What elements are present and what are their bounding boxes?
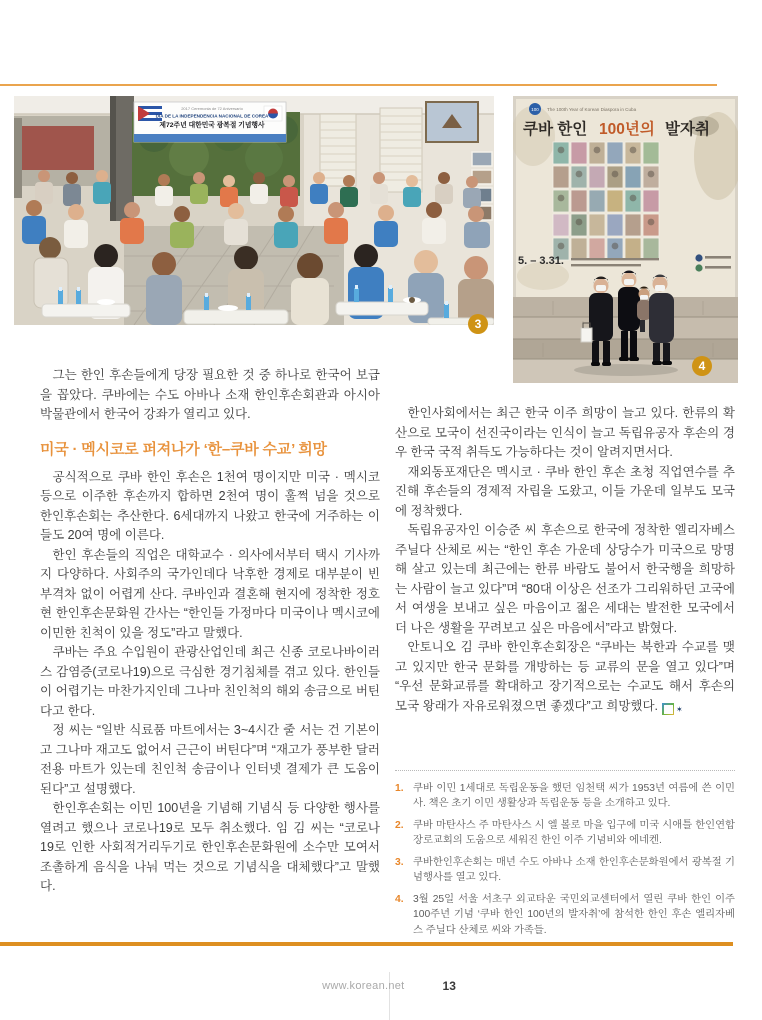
paragraph-text: 안토니오 김 쿠바 한인후손회장은 “쿠바는 북한과 수교를 맺고 있지만 한국 문화를 개방하는 등 교류의 문을 열고 있다”며 “우선 문화교류를 확대하고 장기적으로는 수교도 해서 후손의 모국 왕래가 자유로워졌으면 좋겠다”고 희망했다. (395, 640, 735, 713)
footnote-3 (395, 855, 735, 886)
footnote-4 (395, 892, 735, 938)
poster-date: 5. – 3.31. (518, 255, 564, 267)
footnote-block (395, 770, 735, 944)
footnote-text: 쿠바 마탄사스 주 마탄사스 시 엘 볼로 마을 입구에 미국 시애틀 한인연합장로교회의 도움으로 세워진 한인 이주 기념비와 에네켄. (413, 819, 735, 847)
paragraph: 쿠바는 주요 수입원이 관광산업인데 최근 신종 코로나바이러스 감염증(코로나19)으로 극심한 경기침체를 겪고 있다. 한인들이 어렵기는 마찬가지인데 그나마 친인척의 해외 송금으로 버틴다고 한다. (40, 645, 380, 718)
photo-havana-liberation-day-event (14, 96, 494, 325)
footnote-number: 4. (395, 893, 404, 905)
footnote-number: 1. (395, 783, 404, 794)
top-orange-rule (0, 84, 717, 86)
dotted-separator (395, 770, 735, 771)
paragraph: 한인 후손들의 직업은 대학교수 · 의사에서부터 택시 기사까지 다양하다. 사회주의 국가인데다 낙후한 경제로 대부분이 빈부격차 없이 어렵게 산다. 쿠바인과 결혼해 현지에 정착한 정호현 한인후손문화원 간사는 “한인들 가정마다 미국이나 멕시코에 이민한 친척이 있을 정도”라고 말했다. (40, 547, 380, 640)
bottom-orange-rule (0, 942, 733, 946)
paragraph (395, 638, 735, 716)
centennial-logo-text: 100 (531, 107, 539, 112)
photo-number-badge-3: 3 (468, 314, 488, 334)
paragraph: 정 씨는 “일반 식료품 마트에서는 3~4시간 줄 서는 건 기본이고 그나마 재고도 없어서 근근이 버틴다”며 “재고가 풍부한 달러 전용 마트가 있는데 친인척 송금이나 인터넷 결제가 큰 도움이 된다”고 설명했다. (40, 723, 380, 796)
poster-title-part1: 쿠바 한인 (523, 121, 588, 138)
paragraph: 공식적으로 쿠바 한인 후손은 1천여 명이지만 미국 · 멕시코 등으로 이주한 후손까지 합하면 2천여 명이 훌쩍 넘을 것으로 한인후손회는 추산한다. 6세대까지 나왔고 한국에 거주하는 이들도 20여 명에 이른다. (40, 469, 380, 543)
footnote-text: 쿠바한인후손회는 매년 수도 아바나 소재 한인후손문화원에서 광복절 기념행사를 열고 있다. (413, 856, 735, 884)
photo-number-badge-4: 4 (692, 356, 712, 376)
banner-line2: DIA DE LA INDEPENDENCIA NACIONAL DE COREA (155, 113, 269, 119)
poster-title-part3: 발자취 (665, 121, 710, 138)
banner-line3: 제72주년 대한민국 광복절 기념행사 (159, 122, 265, 129)
footnote-number: 3. (395, 856, 404, 868)
event-banner (134, 102, 286, 142)
paragraph: 그는 한인 후손들에게 당장 필요한 것 중 하나로 한국어 보급을 꼽았다. 쿠바에는 수도 아바나 소재 한인후손회관과 아시아 박물관에서 한국어 강좌가 열리고 있다. (40, 368, 380, 421)
footnote-2 (395, 818, 735, 849)
photo-exhibition-family (513, 96, 738, 383)
footnote-text: 쿠바 이민 1세대로 독립운동을 했던 임천택 씨가 1953년 여름에 쓴 이민사. 책은 초기 이민 생활상과 독립운동 등을 소개하고 있다. (413, 783, 735, 810)
article-left-column (40, 366, 380, 897)
footnote-1 (395, 781, 735, 812)
paragraph: 재외동포재단은 멕시코 · 쿠바 한인 후손 초청 직업연수를 추진해 후손들의 경제적 자립을 도왔고, 이들 가운데 일부도 모국에 정착했다. (395, 464, 735, 518)
paragraph: 한인후손회는 이민 100년을 기념해 기념식 등 다양한 행사를 열려고 했으나 코로나19로 모두 취소했다. 임 김 씨는 “코로나19로 인한 사회적거리두기로 한인후손문화원에 소수만 모여서 조촐하게 음식을 나눠 먹는 것으로 기념식을 대체했다”고 말했다. (40, 801, 380, 894)
poster-title-part2: 100년의 (599, 121, 655, 138)
section-heading: 미국 · 멕시코로 퍼져나가 ‘한–쿠바 수교’ 희망 (40, 440, 327, 458)
article-right-column (395, 404, 735, 716)
paragraph: 한인사회에서는 최근 한국 이주 희망이 늘고 있다. 한류의 확산으로 모국이 선진국이라는 인식이 늘고 독립유공자 후손의 경우 한국 국적 취득도 가능하다는 것이 알려지면서다. (395, 406, 735, 459)
page-footer (0, 979, 762, 993)
photo-havana-illustration (14, 96, 494, 325)
end-of-article-glyph: ✶ (664, 705, 673, 714)
photo-exhibition-illustration (513, 96, 738, 383)
end-of-article-icon (662, 703, 683, 715)
poster-caption: The 100th Year of Korean Diaspora in Cuba (547, 107, 637, 112)
footer-url[interactable]: www.korean.net (322, 980, 405, 992)
page-number: 13 (442, 979, 456, 993)
paragraph: 독립유공자인 이승준 씨 후손으로 한국에 정착한 엘리자베스 주닐다 산체로 씨는 “한인 후손 가운데 상당수가 미국으로 망명해 살고 있는데 최근에는 한류 바람도 불어서 한국행을 희망하는 사람이 늘고 있다”며 “80대 이상은 선조가 그리워하던 고국에서 여생을 보내고 싶은 마음이고 젊은 세대는 발전한 모국에서 더 나은 생활을 꾸려보고 싶은 마음에서”라고 밝혔다. (395, 523, 735, 635)
footnote-number: 2. (395, 819, 404, 831)
poster-title (523, 119, 710, 138)
footnote-text: 3월 25일 서울 서초구 외교타운 국민외교센터에서 열린 쿠바 한인 이주 100주년 기념 ‘쿠바 한인 100년의 발자취’에 참석한 한인 후손 엘리자베스 주닐다 산체로 씨와 가족들. (413, 893, 735, 936)
banner-line1: 2017 Ceremonia de 72 Aniversario (181, 106, 243, 111)
